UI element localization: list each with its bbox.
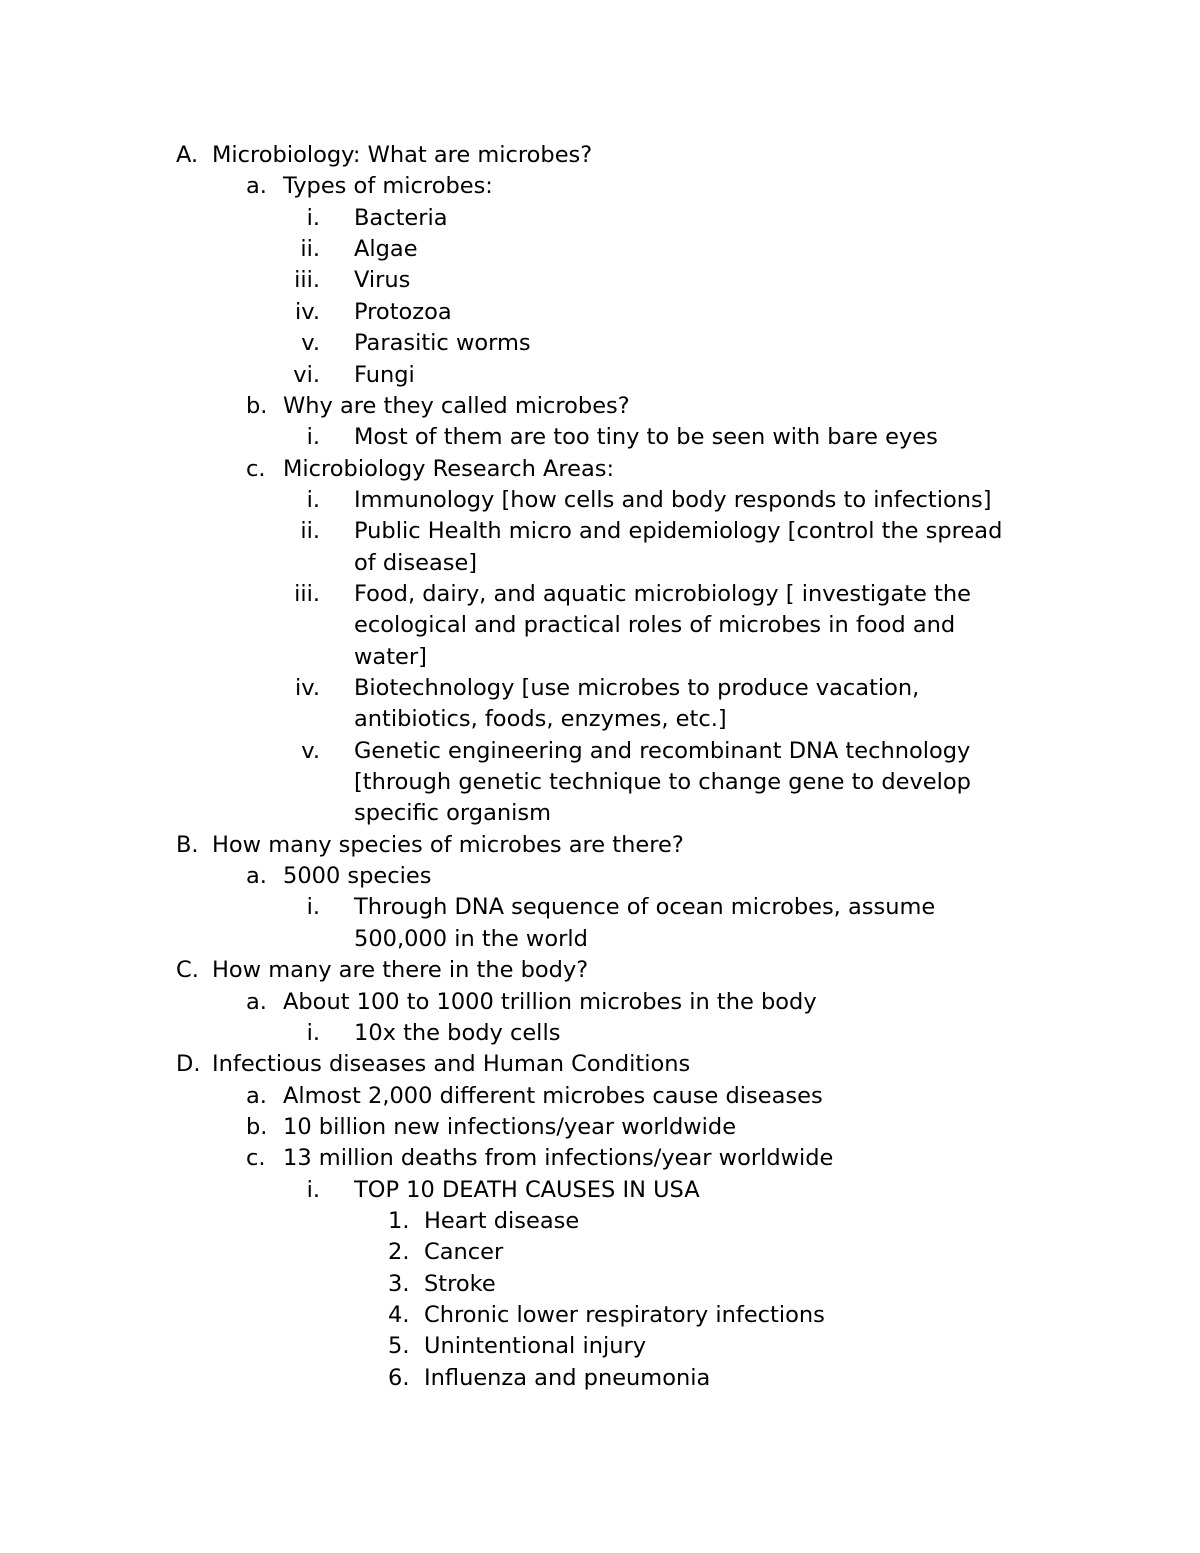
outline-item-level-3 (0, 924, 1200, 955)
list-marker: c. (246, 455, 266, 482)
list-item-text: water] (354, 643, 427, 670)
outline-item-level-3 (0, 892, 1200, 923)
outline-item-level-2 (0, 454, 1200, 485)
list-item-text: Food, dairy, and aquatic microbiology [ investigate the (354, 580, 971, 607)
outline-item-level-3 (0, 704, 1200, 735)
outline-item-level-3 (0, 579, 1200, 610)
list-item-text: Algae (354, 236, 418, 263)
list-marker: i. (306, 486, 320, 513)
list-marker: i. (306, 424, 320, 451)
list-marker: iv. (295, 298, 320, 325)
outline-item-level-4 (0, 1300, 1200, 1331)
outline-item-level-3 (0, 610, 1200, 641)
list-marker: i. (306, 204, 320, 231)
list-item-text: specific organism (354, 800, 552, 827)
list-item-text: Public Health micro and epidemiology [control the spread (354, 518, 1003, 545)
outline-item-level-3 (0, 642, 1200, 673)
outline-item-level-3 (0, 234, 1200, 265)
list-item-text: Protozoa (354, 298, 452, 325)
list-marker: i. (306, 894, 320, 921)
outline-item-level-2 (0, 391, 1200, 422)
outline-item-level-2 (0, 1143, 1200, 1174)
list-marker: B. (176, 831, 199, 858)
outline-item-level-4 (0, 1331, 1200, 1362)
list-marker: ii. (300, 236, 320, 263)
list-item-text: TOP 10 DEATH CAUSES IN USA (354, 1176, 700, 1203)
list-item-text: Types of microbes: (283, 173, 493, 200)
outline-item-level-3 (0, 1175, 1200, 1206)
list-marker: iv. (295, 675, 320, 701)
list-item-text: Infectious diseases and Human Conditions (212, 1051, 691, 1078)
list-item-text: Microbiology Research Areas: (283, 455, 615, 482)
list-item-text: of disease] (354, 549, 478, 576)
list-item-text: antibiotics, foods, enzymes, etc.] (354, 706, 727, 733)
list-item-text: Fungi (354, 361, 415, 388)
outline-item-level-1 (0, 830, 1200, 861)
list-marker: a. (246, 988, 267, 1015)
list-item-text: Almost 2,000 different microbes cause diseases (283, 1082, 823, 1109)
list-marker: a. (246, 1082, 267, 1109)
list-item-text: Cancer (424, 1239, 504, 1266)
list-marker: iii. (294, 267, 320, 294)
list-item-text: Parasitic worms (354, 330, 531, 357)
outline-item-level-2 (0, 1112, 1200, 1143)
list-marker: i. (306, 1176, 320, 1203)
outline-item-level-1 (0, 955, 1200, 986)
outline-item-level-3 (0, 203, 1200, 234)
list-item-text: Virus (354, 267, 411, 294)
outline-item-level-3 (0, 265, 1200, 296)
outline-item-level-4 (0, 1206, 1200, 1237)
list-item-text: About 100 to 1000 trillion microbes in the body (283, 988, 817, 1015)
list-marker: C. (176, 957, 199, 984)
list-marker: ii. (300, 518, 320, 545)
outline-item-level-4 (0, 1363, 1200, 1394)
list-item-text: 5000 species (283, 863, 432, 890)
list-marker: v. (301, 330, 320, 357)
list-item-text: Genetic engineering and recombinant DNA technology (354, 737, 971, 764)
outline-item-level-3 (0, 485, 1200, 516)
list-item-text: Bacteria (354, 204, 448, 231)
outline-item-level-3 (0, 328, 1200, 359)
outline-item-level-3 (0, 516, 1200, 547)
outline-item-level-2 (0, 987, 1200, 1018)
outline-item-level-3 (0, 422, 1200, 453)
list-item-text: How many are there in the body? (212, 957, 589, 984)
list-marker: 5. (388, 1333, 410, 1360)
list-marker: 4. (388, 1302, 410, 1328)
outline-item-level-3 (0, 548, 1200, 579)
list-marker: c. (246, 1145, 266, 1172)
list-item-text: Microbiology: What are microbes? (212, 142, 593, 168)
list-marker: a. (246, 173, 267, 200)
list-marker: D. (176, 1051, 201, 1078)
list-item-text: Immunology [how cells and body responds to infections] (354, 486, 992, 513)
list-item-text: Through DNA sequence of ocean microbes, assume (354, 894, 936, 921)
list-marker: iii. (294, 580, 320, 607)
list-item-text: [through genetic technique to change gene to develop (354, 769, 971, 795)
list-marker: A. (176, 142, 199, 168)
list-item-text: 10x the body cells (354, 1019, 561, 1046)
outline-item-level-1 (0, 140, 1200, 171)
list-item-text: Unintentional injury (424, 1333, 647, 1360)
list-item-text: Chronic lower respiratory infections (424, 1302, 825, 1328)
outline-item-level-4 (0, 1237, 1200, 1268)
list-marker: 1. (388, 1207, 410, 1234)
list-item-text: Most of them are too tiny to be seen with bare eyes (354, 424, 938, 451)
list-marker: v. (301, 737, 320, 764)
outline-item-level-3 (0, 1018, 1200, 1049)
list-marker: vi. (293, 361, 320, 388)
list-marker: a. (246, 863, 267, 890)
list-item-text: Influenza and pneumonia (424, 1364, 711, 1391)
outline-item-level-3 (0, 297, 1200, 328)
list-item-text: ecological and practical roles of microbes in food and (354, 612, 956, 639)
list-marker: 3. (388, 1270, 410, 1297)
outline-item-level-1 (0, 1049, 1200, 1080)
outline-item-level-3 (0, 673, 1200, 704)
outline-item-level-4 (0, 1269, 1200, 1300)
outline-item-level-3 (0, 360, 1200, 391)
outline-item-level-3 (0, 767, 1200, 798)
outline-item-level-3 (0, 736, 1200, 767)
list-marker: b. (246, 1113, 268, 1140)
list-item-text: Biotechnology [use microbes to produce vacation, (354, 675, 920, 701)
list-marker: 2. (388, 1239, 410, 1266)
list-marker: i. (306, 1019, 320, 1046)
list-item-text: Heart disease (424, 1207, 580, 1234)
list-item-text: 500,000 in the world (354, 925, 588, 952)
list-item-text: Why are they called microbes? (283, 392, 630, 419)
outline-item-level-3 (0, 798, 1200, 829)
outline-item-level-2 (0, 171, 1200, 202)
list-item-text: 13 million deaths from infections/year worldwide (283, 1145, 834, 1172)
outline-item-level-2 (0, 861, 1200, 892)
list-item-text: Stroke (424, 1270, 496, 1297)
list-marker: b. (246, 392, 268, 419)
list-item-text: 10 billion new infections/year worldwide (283, 1113, 737, 1140)
list-marker: 6. (388, 1364, 410, 1391)
list-item-text: How many species of microbes are there? (212, 831, 684, 858)
outline-item-level-2 (0, 1081, 1200, 1112)
